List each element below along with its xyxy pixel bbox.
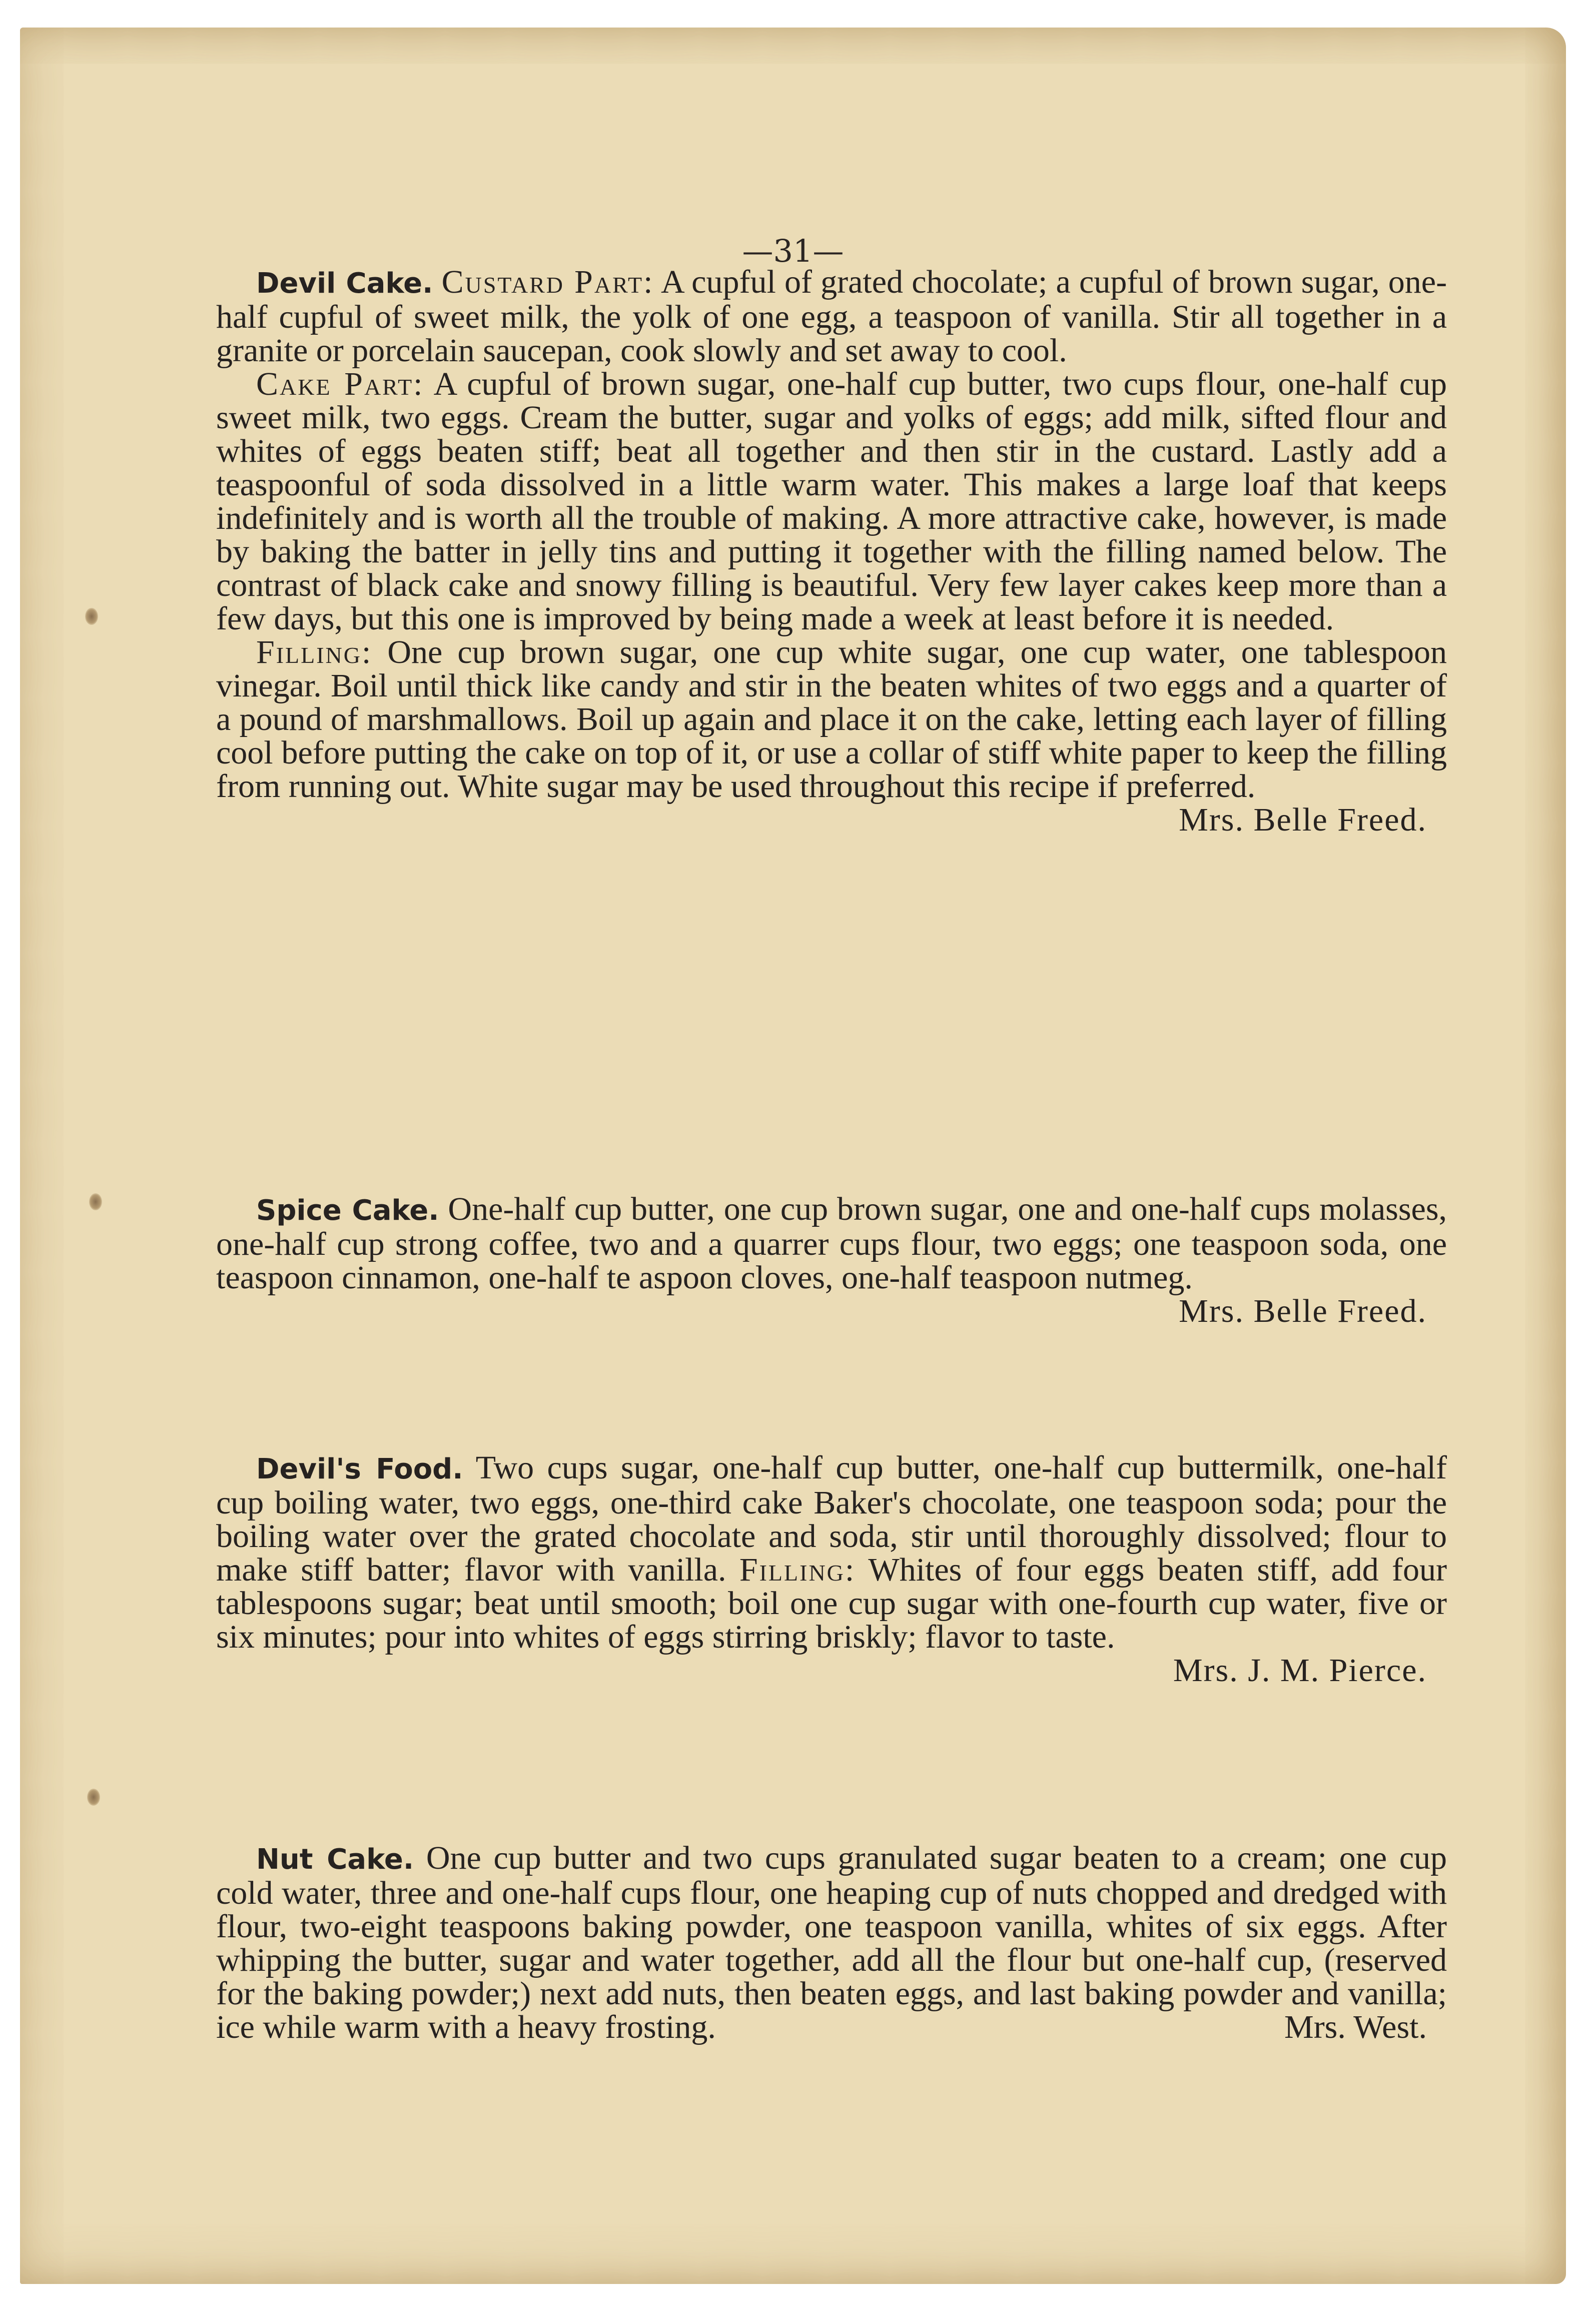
custard-paragraph (216, 265, 1447, 367)
section-label: Custard Part: (441, 264, 654, 300)
recipe-author: Mrs. Belle Freed. (1179, 802, 1427, 838)
cake-part-paragraph (216, 367, 1447, 635)
binding-hole (89, 1193, 102, 1210)
recipe-paragraph (216, 1192, 1447, 1294)
section-label: Filling: (739, 1552, 856, 1588)
recipe-spice-cake (216, 1192, 1447, 1328)
recipe-devils-food (216, 1451, 1447, 1687)
section-label: Filling: (256, 634, 373, 670)
recipe-author: Mrs. Belle Freed. (1179, 1293, 1427, 1329)
binding-hole (85, 608, 98, 625)
recipe-body: One cup brown sugar, one cup white sugar, one cup water, one tablespoon vinegar. Boil until thick like candy and stir in the beaten whites of two eggs and a quarter of a pound of marshmallows. Boil up again and place it on the cake, letting each layer of filling cool before putting the cake on top of it, or use a collar of stiff white paper to keep the filling from running out. White sugar may be used throughout this recipe if preferred. (216, 634, 1447, 805)
recipe-body: Two cups sugar, one-half cup butter, one-half cup buttermilk, one-half cup boiling water, two eggs, one-third cake Baker's chocolate, one teaspoon soda; pour the boiling water over the grated chocolate and soda, stir until thoroughly dissolved; flour to make stiff batter; flavor with vanilla. (216, 1449, 1447, 1588)
recipe-title: Devil's Food. (256, 1453, 463, 1485)
filling-paragraph (216, 635, 1447, 803)
recipe-title: Nut Cake. (256, 1843, 414, 1876)
section-label: Cake Part: (256, 366, 424, 402)
recipe-body: A cupful of grated chocolate; a cupful of brown sugar, one-half cupful of sweet milk, the yolk of one egg, a teaspoon of vanilla. Stir all together in a granite or porcelain saucepan, cook slowly and set away to cool. (216, 264, 1447, 369)
recipe-body: One cup butter and two cups granulated sugar beaten to a cream; one cup cold water, three and one-half cups flour, one heaping cup of nuts chopped and dredged with flour, two-eight teaspoons baking powder, one teaspoon vanilla, whites of six eggs. After whipping the butter, sugar and water together, add all the flour but one-half cup, (reserved for the baking powder;) next add nuts, then beaten eggs, and last baking powder and vanilla; ice while warm with a heavy frosting. (216, 1840, 1447, 2045)
book-page (20, 28, 1566, 2284)
recipe-nut-cake (216, 1841, 1447, 2044)
binding-hole (87, 1789, 100, 1806)
recipe-title: Spice Cake. (256, 1194, 439, 1227)
recipe-body: Whites of four eggs beaten stiff, add four tablespoons sugar; beat until smooth; boil one cup sugar with one-fourth cup water, five or six minutes; pour into whites of eggs stirring briskly; flavor to taste. (216, 1552, 1447, 1655)
recipe-title: Devil Cake. (256, 267, 433, 300)
recipe-author: Mrs. J. M. Pierce. (1173, 1652, 1427, 1689)
recipe-devil-cake (216, 265, 1447, 837)
recipe-paragraph (216, 1841, 1447, 2044)
recipe-paragraph (216, 1451, 1447, 1654)
recipe-body: One-half cup butter, one cup brown sugar, one and one-half cups molasses, one-half cup strong coffee, two and a quarrer cups flour, two eggs; one teaspoon soda, one teaspoon cinnamon, one-half te aspoon cloves, one-half teaspoon nutmeg. (216, 1191, 1447, 1296)
page-number: —31— (742, 233, 844, 269)
recipe-body: A cupful of brown sugar, one-half cup butter, two cups flour, one-half cup sweet milk, two eggs. Cream the butter, sugar and yolks of eggs; add milk, sifted flour and whites of eggs beaten stiff; beat all together and then stir in the custard. Lastly add a teaspoonful of soda dissolved in a little warm water. This makes a large loaf that keeps indefinitely and is worth all the trouble of making. A more attractive cake, however, is made by baking the batter in jelly tins and putting it together with the filling named below. The contrast of black cake and snowy filling is beautiful. Very few layer cakes keep more than a few days, but this one is improved by being made a week at least before it is needed. (216, 366, 1447, 637)
recipe-author: Mrs. West. (1284, 2009, 1427, 2045)
